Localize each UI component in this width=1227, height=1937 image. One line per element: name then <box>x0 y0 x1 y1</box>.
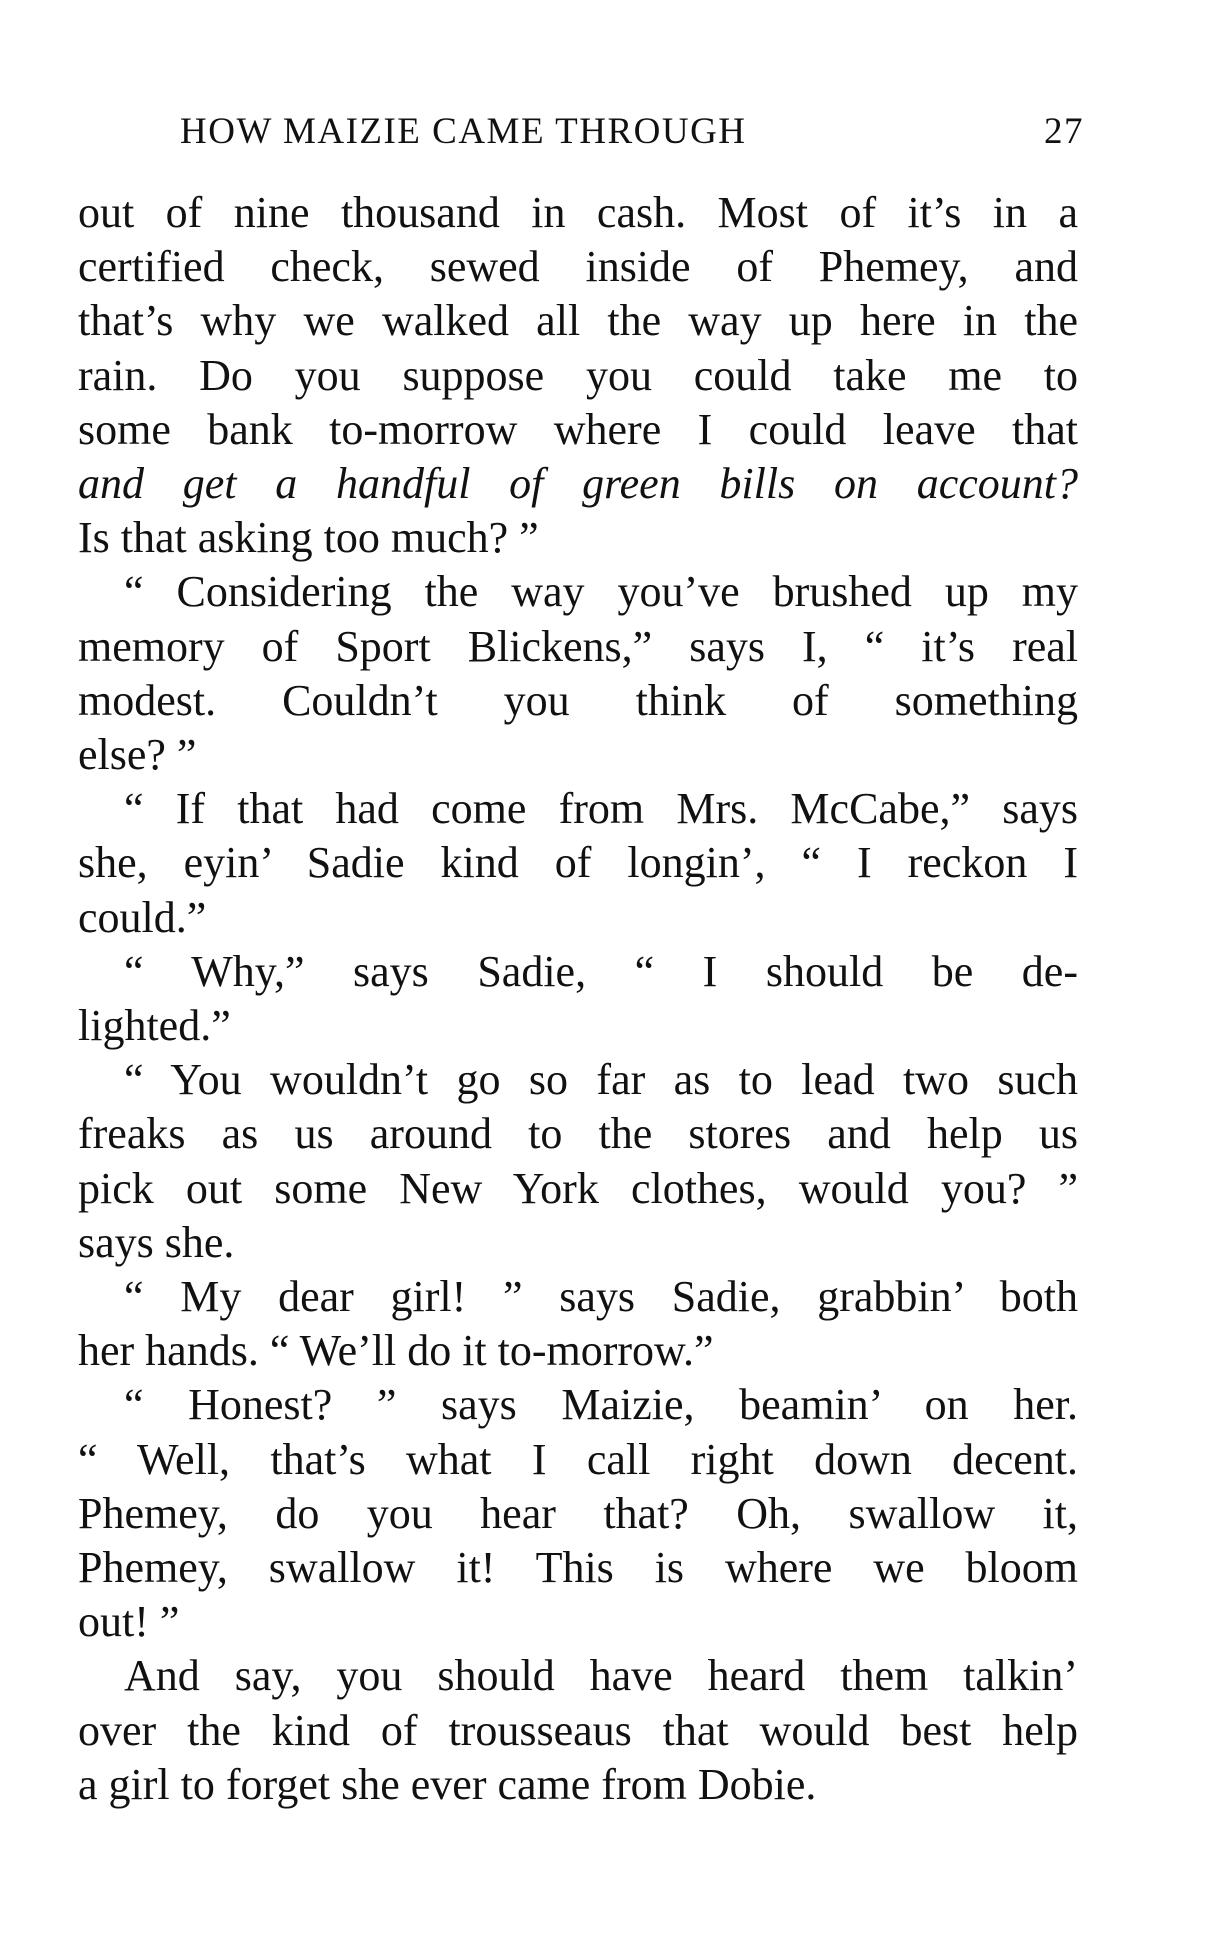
text-line: says she. <box>78 1217 235 1267</box>
paragraph <box>78 1378 1078 1649</box>
paragraph <box>78 782 1078 945</box>
text-line: pick out some New York clothes, would you? ” <box>78 1163 1078 1213</box>
text-line: rain. Do you suppose you could take me to <box>78 350 1078 400</box>
text-line: out! ” <box>78 1597 180 1647</box>
text-line: her hands. “ We’ll do it to-morrow.” <box>78 1326 714 1376</box>
text-line: that’s why we walked all the way up here in the <box>78 296 1078 346</box>
running-title: HOW MAIZIE CAME THROUGH <box>180 111 747 152</box>
text-line: out of nine thousand in cash. Most of it’s in a <box>78 188 1078 237</box>
text-line: memory of Sport Blickens,” says I, “ it’s real <box>78 621 1078 671</box>
text-line: some bank to-morrow where I could leave that <box>78 404 1078 454</box>
running-head <box>78 100 1084 158</box>
book-page <box>78 100 1084 1812</box>
text-line: “ If that had come from Mrs. McCabe,” says <box>124 784 1078 834</box>
text-line: a girl to forget she ever came from Dobie. <box>78 1759 817 1809</box>
text-line: “ Why,” says Sadie, “ I should be de- <box>124 946 1078 996</box>
text-line: she, eyin’ Sadie kind of longin’, “ I reckon I <box>78 838 1078 888</box>
paragraph <box>78 945 1078 1053</box>
text-line: freaks as us around to the stores and help us <box>78 1109 1078 1159</box>
text-line: Is that asking too much? ” <box>78 513 539 563</box>
text-line: could.” <box>78 892 207 942</box>
paragraph <box>78 565 1078 782</box>
text-line: “ Considering the way you’ve brushed up my <box>124 567 1078 617</box>
text-line: lighted.” <box>78 1001 231 1051</box>
paragraph <box>78 1649 1078 1812</box>
text-line: Phemey, do you hear that? Oh, swallow it, <box>78 1488 1078 1538</box>
text-line: else? ” <box>78 730 197 780</box>
text-line: certified check, sewed inside of Phemey, and <box>78 242 1078 292</box>
paragraph <box>78 1270 1078 1378</box>
text-line: Phemey, swallow it! This is where we bloom <box>78 1543 1078 1593</box>
text-line: and get a handful of green bills on account? <box>78 459 1078 509</box>
text-line: “ Honest? ” says Maizie, beamin’ on her. <box>124 1380 1078 1430</box>
page-number: 27 <box>1044 111 1084 152</box>
body-text <box>78 186 1078 1812</box>
text-line: over the kind of trousseaus that would best help <box>78 1705 1078 1755</box>
text-line: “ My dear girl! ” says Sadie, grabbin’ both <box>124 1272 1078 1322</box>
paragraph <box>78 1053 1078 1270</box>
text-line: “ Well, that’s what I call right down decent. <box>78 1434 1078 1484</box>
paragraph <box>78 186 1078 565</box>
text-line: modest. Couldn’t you think of something <box>78 675 1078 725</box>
text-line: “ You wouldn’t go so far as to lead two such <box>124 1055 1078 1105</box>
text-line: And say, you should have heard them talkin’ <box>124 1651 1078 1701</box>
